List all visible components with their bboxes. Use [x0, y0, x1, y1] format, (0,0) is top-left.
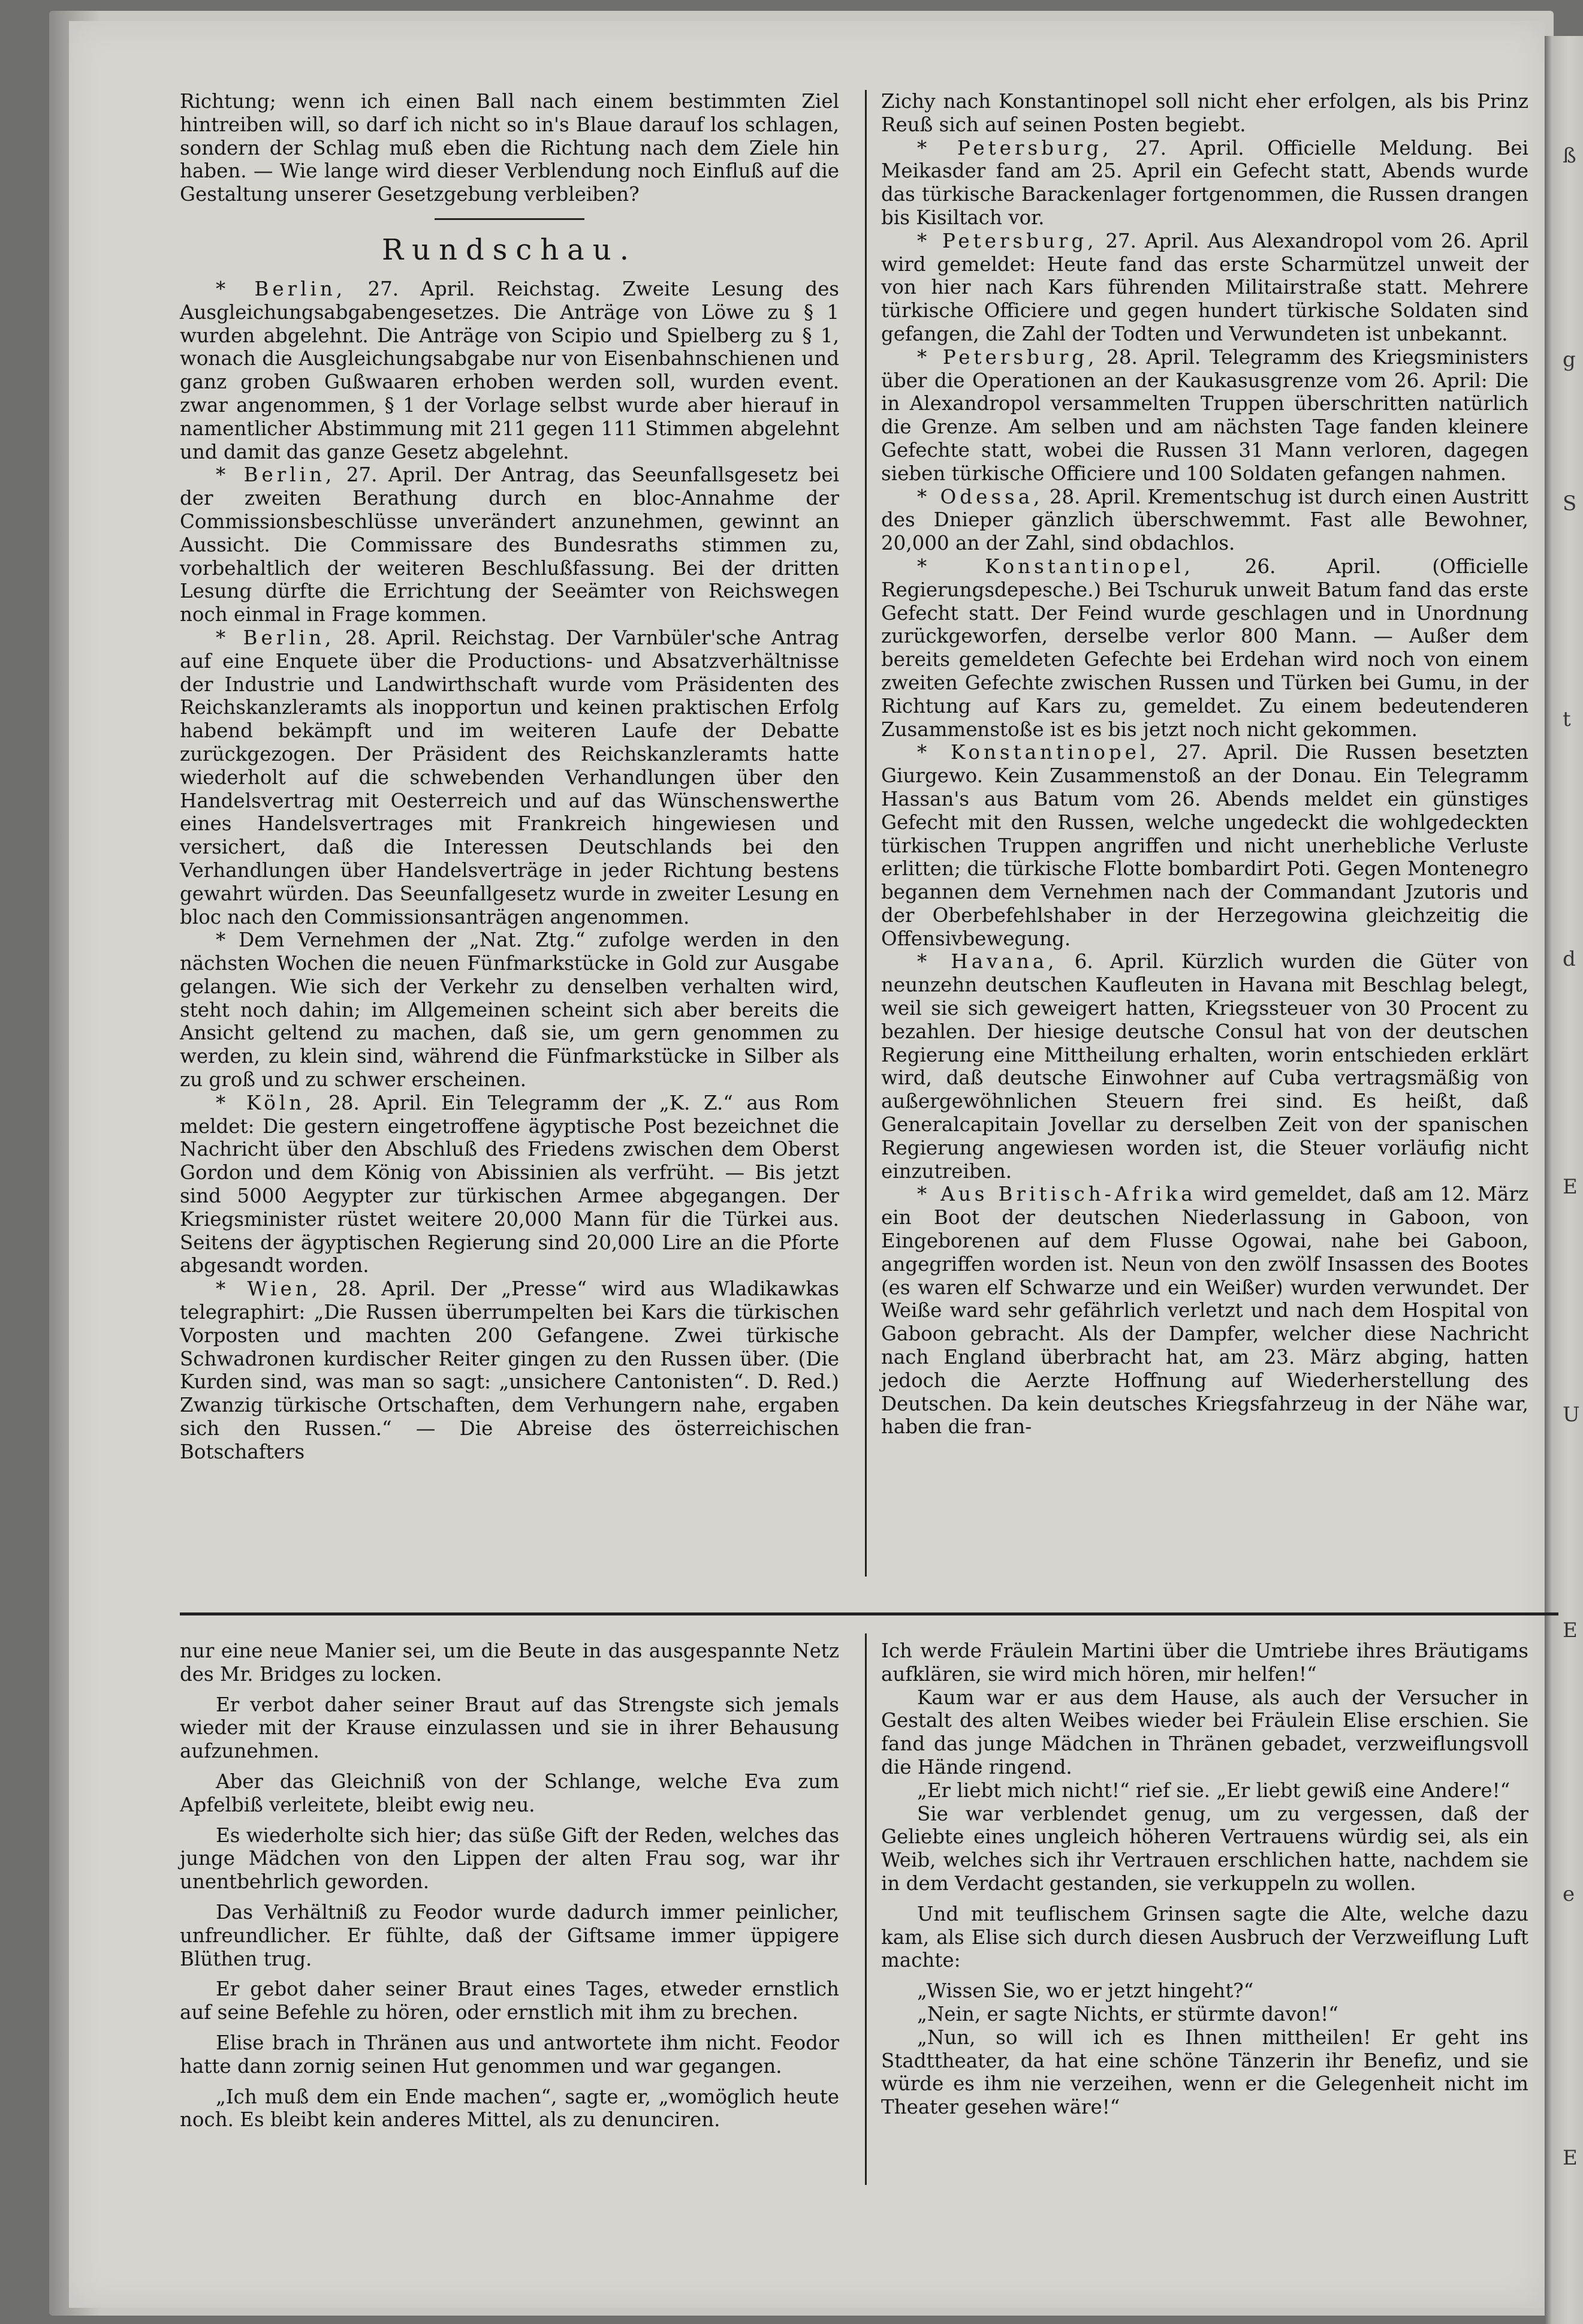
story-paragraph: Ich werde Fräulein Martini über die Umtriebe ihres Bräutigams aufklären, sie wird mich hören, mir helfen!“ — [881, 1639, 1528, 1686]
news-text: * Dem Vernehmen der „Nat. Ztg.“ zufolge werden in den nächsten Wochen die neuen Fünfmarkstücke in Gold zur Ausgabe gelangen. Wie sich der Verkehr zu denselben verhalten wird, steht noch dahin; im Allgemeinen scheint sich aber bereits die Ansicht geltend zu machen, daß sie, um gern genommen zu werden, zu klein sind, während die Fünfmarkstücke in Silber als zu groß und zu schwer erscheinen. — [180, 929, 839, 1092]
adjacent-letter: E — [1563, 2146, 1578, 2170]
intro-paragraph: Richtung; wenn ich einen Ball nach einem bestimmten Ziel hintreiben will, so darf ich nicht so in's Blaue darauf los schlagen, sondern der Schlag muß eben die Richtung nach dem Ziele hin haben. — Wie lange wird dieser Verblendung noch Einfluß auf die Gestaltung unserer Gesetzgebung verbleiben? — [180, 90, 839, 206]
dateline: * Petersburg, — [917, 345, 1098, 369]
section-divider-rule — [180, 1612, 1558, 1615]
news-text: 6. April. Kürzlich wurden die Güter von neunzehn deutschen Kaufleuten in Havana mit Beschlag belegt, weil sie sich geweigert hatten, Kriegssteuer von 30 Procent zu bezahlen. Der hiesige deutsche Consul hat von der deutschen Regierung eine Mittheilung erhalten, worin entschieden erklärt wird, daß deutsche Einwohner auf Cuba vertragsmäßig von außergewöhnlichen Steuern frei sind. Es heißt, daß Generalcapitain Jovellar zu derselben Zeit von der spanischen Regierung angewiesen worden ist, die Steuer vorläufig nicht einzutreiben. — [881, 950, 1528, 1183]
story-paragraph: Er gebot daher seiner Braut eines Tages, etweder ernstlich auf seine Befehle zu hören, oder ernstlich mit ihm zu brechen. — [180, 1978, 839, 2024]
news-item — [881, 741, 1528, 950]
news-text: 28. April. Der „Presse“ wird aus Wladikawkas telegraphirt: „Die Russen überrumpelten bei Kars die türkischen Vorposten und machten 200 Gefangene. Zwei türkische Schwadronen kurdischer Reiter gingen zu den Russen über. (Die Kurden sind, was man so sagt: „unsichere Cantonisten“. D. Red.) Zwanzig türkische Ortschaften, dem Verhungern nahe, ergaben sich den Russen.“ — Die Abreise des österreichischen Botschafters — [180, 1277, 839, 1463]
news-item — [881, 950, 1528, 1183]
dateline: * Wien, — [216, 1277, 322, 1301]
news-item — [881, 346, 1528, 486]
news-column-right — [881, 90, 1528, 1439]
dateline: * Berlin, — [216, 277, 346, 300]
news-item — [881, 230, 1528, 346]
news-item — [180, 1092, 839, 1277]
news-text: 28. April. Telegramm des Kriegsministers über die Operationen an der Kaukasusgrenze vom 26. April: Die in Alexandropol versammelten Truppen überschritten natürlich die Grenze. Am selben und am nächsten Tage fanden kleinere Gefechte statt, wobei die Russen 31 Mann verloren, dagegen sieben türkische Officiere und 100 Soldaten gefangen nahmen. — [881, 345, 1528, 485]
dateline: * Konstantinopel, — [917, 741, 1160, 764]
news-text: 27. April. Reichstag. Zweite Lesung des Ausgleichungsabgabengesetzes. Die Anträge von Löwe zu § 1 wurden abgelehnt. Die Anträge von Scipio und Spielberg zu § 1, wonach die Ausgleichungsabgabe nur von Eisenbahnschienen und ganz groben Gußwaaren erhoben werden soll, wurden event. zwar angenommen, § 1 der Vorlage selbst wurde aber hierauf in namentlicher Abstimmung mit 211 gegen 111 Stimmen abgelehnt und damit das ganze Gesetz abgelehnt. — [180, 277, 839, 463]
news-item — [180, 929, 839, 1092]
dateline: * Petersburg, — [917, 136, 1112, 159]
news-text: 28. April. Reichstag. Der Varnbüler'sche Antrag auf eine Enquete über die Productions- und Absatzverhältnisse der Industrie und Landwirthschaft wurde vom Präsidenten des Reichskanzleramts als inopportun und keinen praktischen Erfolg habend bekämpft und im weiteren Laufe der Debatte zurückgezogen. Der Präsident des Reichskanzleramts hatte wiederholt auf die schwebenden Verhandlungen über den Handelsvertrag mit Oesterreich und auf das Wünschenswerthe eines Handelsvertrages mit Frankreich hingewiesen und versichert, daß die Interessen Deutschlands bei den Verhandlungen über Handelsverträge in jeder Richtung bestens gewahrt würden. Das Seeunfallgesetz wurde in zweiter Lesung en bloc nach den Commissionsanträgen angenommen. — [180, 626, 839, 929]
story-paragraph: „Nun, so will ich es Ihnen mittheilen! Er geht ins Stadttheater, da hat eine schöne Tänzerin ihr Benefiz, und sie würde es ihm nie verzeihen, wenn er die Gelegenheit nicht im Theater gesehen wäre!“ — [881, 2025, 1528, 2119]
story-paragraph: Er verbot daher seiner Braut auf das Strengste sich jemals wieder mit der Krause einzulassen und sie in ihrer Behausung aufzunehmen. — [180, 1693, 839, 1763]
dateline: * Berlin, — [216, 463, 336, 487]
news-item — [180, 463, 839, 626]
news-item — [881, 137, 1528, 230]
adjacent-letter: S — [1563, 492, 1577, 516]
adjacent-letter: g — [1563, 348, 1576, 372]
story-paragraph: „Wissen Sie, wo er jetzt hingeht?“ — [917, 1979, 1254, 2003]
adjacent-letter: t — [1563, 707, 1571, 731]
news-text: 27. April. Die Russen besetzten Giurgewo. Kein Zusammenstoß an der Donau. Ein Telegramm Hassan's aus Batum vom 26. Abends meldet ein günstiges Gefecht mit den Russen, welche ungedeckt die wohlgedeckten türkischen Truppen angriffen und nicht unerhebliche Verluste erlitten; die türkische Flotte bombardirt Poti. Gegen Montenegro begannen dem Vernehmen nach der Commandant Jzutoris und der Oberbefehlshaber in der Herzegowina gleichzeitig die Offensivbewegung. — [881, 741, 1528, 950]
heading-rule — [435, 218, 584, 220]
adjacent-letter: e — [1563, 1882, 1575, 1906]
adjacent-letter: E — [1563, 1618, 1578, 1642]
dateline: * Odessa, — [917, 485, 1044, 508]
news-text: 28. April. Krementschug ist durch einen Austritt des Dnieper gänzlich überschwemmt. Fast alle Bewohner, 20,000 an der Zahl, sind obdachlos. — [881, 485, 1528, 555]
adjacent-letter: ß — [1563, 144, 1576, 168]
story-paragraph: „Nein, er sagte Nichts, er stürmte davon!“ — [917, 2002, 1338, 2025]
story-paragraph: „Ich muß dem ein Ende machen“, sagte er, „womöglich heute noch. Es bleibt kein anderes Mittel, als zu denunciren. — [180, 2085, 839, 2132]
story-paragraph: nur eine neue Manier sei, um die Beute in das ausgespannte Netz des Mr. Bridges zu locken. — [180, 1639, 839, 1686]
adjacent-letter: E — [1563, 1175, 1578, 1199]
column-rule-top — [865, 90, 867, 1577]
news-text: wird gemeldet, daß am 12. März ein Boot der deutschen Niederlassung in Gaboon, von Eingeborenen auf dem Flusse Ogowai, nahe bei Gaboon, angegriffen worden ist. Neun von den zwölf Insassen des Bootes (es waren elf Schwarze und ein Weißer) wurden verwundet. Der Weiße ward sehr gefährlich verletzt und nach dem Hospital von Gaboon gebracht. Als der Dampfer, welcher diese Nachricht nach England überbracht hat, am 23. März abging, hatten jedoch die Aerzte Hoffnung auf Wiederherstellung des Deutschen. Da kein deutsches Kriegsfahrzeug in der Nähe war, haben die fran- — [881, 1183, 1528, 1439]
story-paragraph: Elise brach in Thränen aus und antwortete ihm nicht. Feodor hatte dann zornig seinen Hut genommen und war gegangen. — [180, 2031, 839, 2078]
story-paragraph: Kaum war er aus dem Hause, als auch der Versucher in Gestalt des alten Weibes wieder bei Fräulein Elise erschien. Sie fand das junge Mädchen in Thränen gebadet, verzweiflungsvoll die Hände ringend. — [881, 1686, 1528, 1779]
news-text: 26. April. (Officielle Regierungsdepesche.) Bei Tschuruk unweit Batum fand das erste Gefecht statt. Der Feind wurde geschlagen und in Unordnung zurückgeworfen, derselbe verlor 800 Mann. — Außer dem bereits gemeldeten Gefechte bei Erdehan wird noch von einem zweiten Gefechte zwischen Russen und Türken bei Gumu, in der Richtung auf Kars zu, gemeldet. Zu einem bedeutenderen Zusammenstoße ist es bis jetzt noch nicht gekommen. — [881, 554, 1528, 741]
news-column-left — [180, 90, 839, 1464]
dateline: * Havana, — [917, 950, 1058, 973]
news-item — [180, 278, 839, 463]
feuilleton-column-right — [881, 1639, 1528, 2119]
news-item — [881, 486, 1528, 555]
dateline: * Berlin, — [216, 626, 335, 649]
story-paragraph: „Er liebt mich nicht!“ rief sie. „Er liebt gewiß eine Andere!“ — [917, 1779, 1510, 1802]
news-item — [881, 555, 1528, 741]
intro-paragraph: Zichy nach Konstantinopel soll nicht eher erfolgen, als bis Prinz Reuß sich auf seinen Posten begiebt. — [881, 90, 1528, 136]
story-paragraph: Und mit teuflischem Grinsen sagte die Alte, welche dazu kam, als Elise sich durch diesen Ausbruch der Verzweiflung Luft machte: — [881, 1902, 1528, 1972]
dateline: * Konstantinopel, — [917, 554, 1194, 578]
column-rule-bottom — [865, 1633, 867, 2185]
news-text: 27. April. Aus Alexandropol vom 26. April wird gemeldet: Heute fand das erste Scharmützel unweit der von hier nach Kars führenden Militairstraße statt. Mehrere türkische Officiere und gegen hundert türkische Soldaten sind gefangen, die Zahl der Todten und Verwundeten ist unbekannt. — [881, 229, 1528, 345]
news-text: 28. April. Ein Telegramm der „K. Z.“ aus Rom meldet: Die gestern eingetroffene ägyptische Post bezeichnet die Nachricht über den Abschluß des Friedens zwischen dem Oberst Gordon und dem König von Abissinien als verfrüht. — Bis jetzt sind 5000 Aegypter zur türkischen Armee abgegangen. Der Kriegsminister rüstet weitere 20,000 Mann für die Türkei aus. Seitens der ägyptischen Regierung sind 20,000 Lire an die Pforte abgesandt worden. — [180, 1091, 839, 1277]
adjacent-page-edge — [1545, 36, 1583, 2324]
story-paragraph: Sie war verblendet genug, um zu vergessen, daß der Geliebte eines ungleich höheren Vertrauens würdig sei, als ein Weib, welches sich ihr Vertrauen erschlichen hatte, nachdem sie in dem Verdacht gestanden, sie verkuppeln zu wollen. — [881, 1802, 1528, 1895]
adjacent-letter: d — [1563, 947, 1576, 971]
dateline: * Aus Britisch-Afrika — [917, 1183, 1196, 1206]
story-paragraph: Es wiederholte sich hier; das süße Gift der Reden, welches das junge Mädchen von den Lippen der alten Frau sog, war ihr unentbehrlich geworden. — [180, 1823, 839, 1894]
story-paragraph: Aber das Gleichniß von der Schlange, welche Eva zum Apfelbiß verleitete, bleibt ewig neu. — [180, 1770, 839, 1816]
news-item — [180, 1277, 839, 1463]
dateline: * Petersburg, — [917, 229, 1097, 252]
news-text: 27. April. Der Antrag, das Seeunfallsgesetz bei der zweiten Berathung durch en bloc-Annahme der Commissionsbeschlüsse unverändert anzunehmen, gewinnt an Aussicht. Die Commissare des Bundesraths stimmen zu, vorbehaltlich der weiteren Beschlußfassung. Bei der dritten Lesung dürfte die Errichtung der Seeämter von Reichswegen noch einmal in Frage kommen. — [180, 463, 839, 626]
dateline: * Köln, — [216, 1091, 315, 1114]
section-heading: Rundschau. — [382, 233, 637, 267]
news-item — [180, 626, 839, 929]
story-paragraph: Das Verhältniß zu Feodor wurde dadurch immer peinlicher, unfreundlicher. Er fühlte, daß der Giftsame immer üppigere Blüthen trug. — [180, 1900, 839, 1970]
feuilleton-column-left — [180, 1639, 839, 2132]
adjacent-letter: U — [1563, 1403, 1580, 1427]
news-item — [881, 1183, 1528, 1439]
news-text: 27. April. Officielle Meldung. Bei Meikasder fand am 25. April ein Gefecht statt, Abends wurde das türkische Barackenlager fortgenommen, die Russen drangen bis Kisiltach vor. — [881, 136, 1529, 229]
